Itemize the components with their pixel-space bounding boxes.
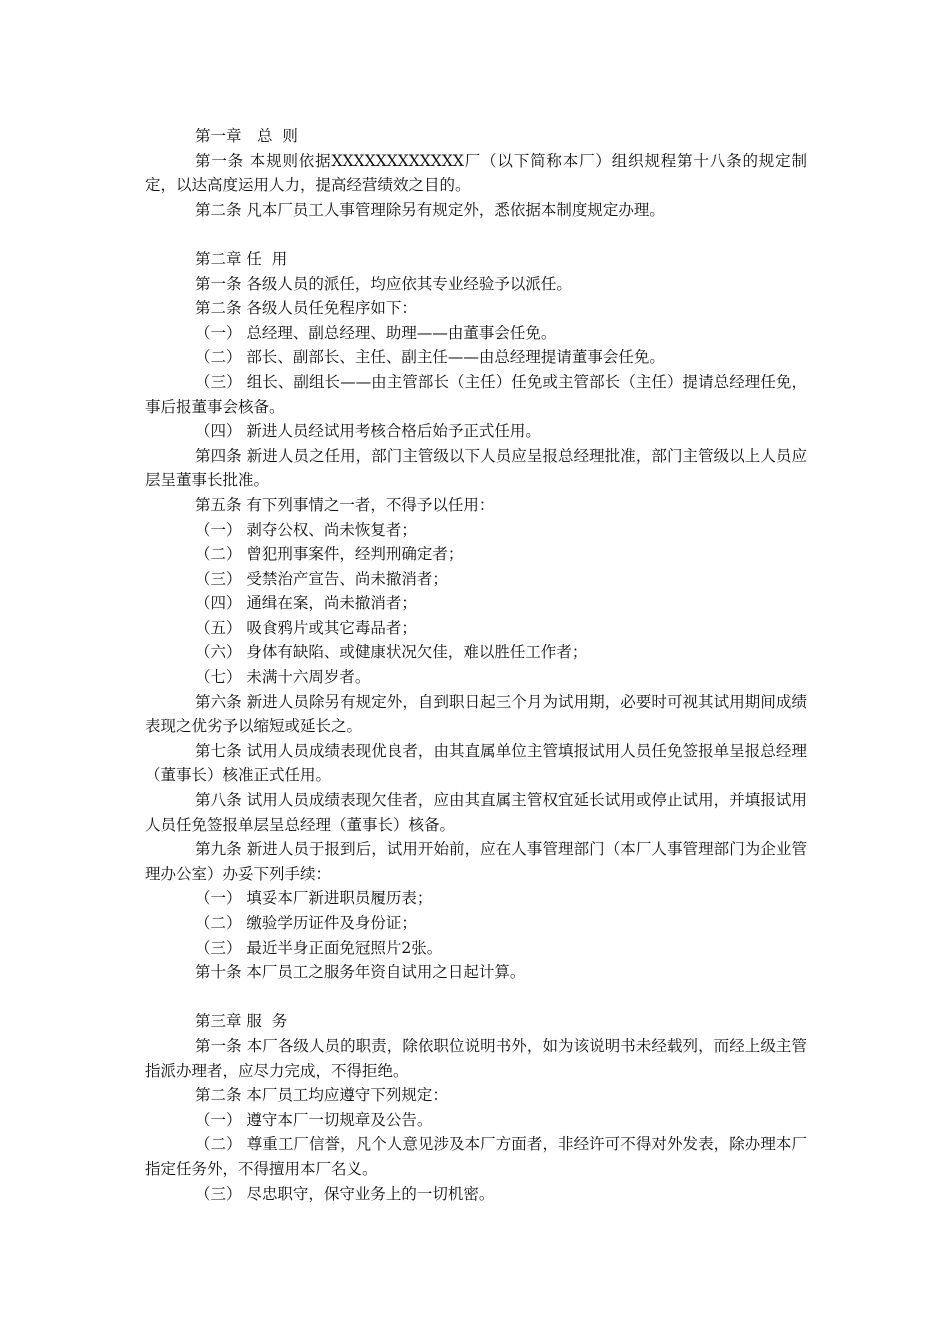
chapter-spacer	[145, 985, 807, 1010]
chapter-2-article-10: 第十条 本厂员工之服务年资自试用之日起计算。	[195, 963, 526, 982]
chapter-2-article-2: 第二条 各级人员任免程序如下：	[195, 299, 417, 318]
chapter-1-article-2: 第二条 凡本厂员工人事管理除另有规定外，悉依据本制度规定办理。	[195, 200, 665, 219]
chapter-2-article-8: 第八条 试用人员成绩表现欠佳者，应由其直属主管权宜延长试用或停止试用，并填报试用人员任免签报单层呈总经理（董事长）核备。	[145, 791, 807, 834]
chapter-2-article-5-item-2: （二） 曾犯刑事案件，经判刑确定者；	[195, 545, 464, 564]
chapter-spacer	[145, 222, 807, 247]
chapter-2-article-5-item-7: （七） 未满十六周岁者。	[195, 668, 371, 687]
chapter-2-article-2-item-3: （三） 组长、副组长——由主管部长（主任）任免或主管部长（主任）提请总经理任免，事后报董事会核备。	[145, 372, 807, 416]
chapter-3-article-2: 第二条 本厂员工均应遵守下列规定：	[195, 1086, 448, 1105]
chapter-2-article-2-item-2: （二） 部长、副部长、主任、副主任——由总经理提请董事会任免。	[195, 348, 665, 367]
chapter-3-article-1: 第一条 本厂各级人员的职责，除依职位说明书外，如为该说明书未经载列，而经上级主管指派办理者，应尽力完成，不得拒绝。	[145, 1036, 807, 1080]
chapter-2-article-5-item-5: （五） 吸食鸦片或其它毒品者；	[195, 618, 417, 637]
chapter-2-article-5-item-1: （一） 剥夺公权、尚未恢复者；	[195, 520, 417, 539]
chapter-2-article-7: 第七条 试用人员成绩表现优良者，由其直属单位主管填报试用人员任免签报单呈报总经理（董事长）核准正式任用。	[145, 741, 807, 785]
chapter-2-article-9: 第九条 新进人员于报到后，试用开始前，应在人事管理部门（本厂人事管理部门为企业管理办公室）办妥下列手续：	[145, 840, 807, 883]
chapter-2-article-2-item-1: （一） 总经理、副总经理、助理——由董事会任免。	[195, 323, 557, 342]
chapter-2-article-6: 第六条 新进人员除另有规定外，自到职日起三个月为试用期，必要时可视其试用期间成绩表现之优劣予以缩短或延长之。	[145, 692, 807, 736]
chapter-2-article-5-item-6: （六） 身体有缺陷、或健康状况欠佳，难以胜任工作者；	[195, 643, 588, 662]
chapter-2-title: 第二章 任 用	[195, 249, 288, 268]
chapter-1-title: 第一章 总 则	[195, 127, 298, 145]
chapter-2-article-9-item-2: （二） 缴验学历证件及身份证；	[195, 914, 417, 932]
chapter-2-article-5-item-3: （三） 受禁治产宣告、尚未撤消者；	[195, 569, 448, 588]
chapter-3-article-2-item-1: （一） 遵守本厂一切规章及公告。	[195, 1110, 433, 1129]
chapter-3-article-2-item-2: （二） 尊重工厂信誉，凡个人意见涉及本厂方面者，非经许可不得对外发表，除办理本厂指定任务外，不得擅用本厂名义。	[145, 1135, 807, 1178]
document-body	[145, 124, 807, 1206]
chapter-2-article-5: 第五条 有下列事情之一者，不得予以任用：	[195, 495, 495, 514]
chapter-2-article-2-item-4: （四） 新进人员经试用考核合格后始予正式任用。	[195, 422, 541, 441]
chapter-2-article-4: 第四条 新进人员之任用，部门主管级以下人员应呈报总经理批准，部门主管级以上人员应层呈董事长批准。	[145, 446, 807, 490]
chapter-3-title: 第三章 服 务	[195, 1012, 288, 1031]
chapter-2-article-9-item-1: （一） 填妥本厂新进职员履历表；	[195, 889, 433, 908]
chapter-2-article-9-item-3: （三） 最近半身正面免冠照片2张。	[195, 938, 443, 957]
chapter-2-article-1: 第一条 各级人员的派任，均应依其专业经验予以派任。	[195, 274, 572, 293]
chapter-3-article-2-item-3: （三） 尽忠职守，保守业务上的一切机密。	[195, 1184, 495, 1203]
chapter-2-article-5-item-4: （四） 通缉在案，尚未撤消者；	[195, 594, 417, 613]
chapter-1-article-1: 第一条 本规则依据XXXXXXXXXXXX厂（以下简称本厂）组织规程第十八条的规定制定，以达高度运用人力，提高经营绩效之目的。	[145, 151, 807, 195]
